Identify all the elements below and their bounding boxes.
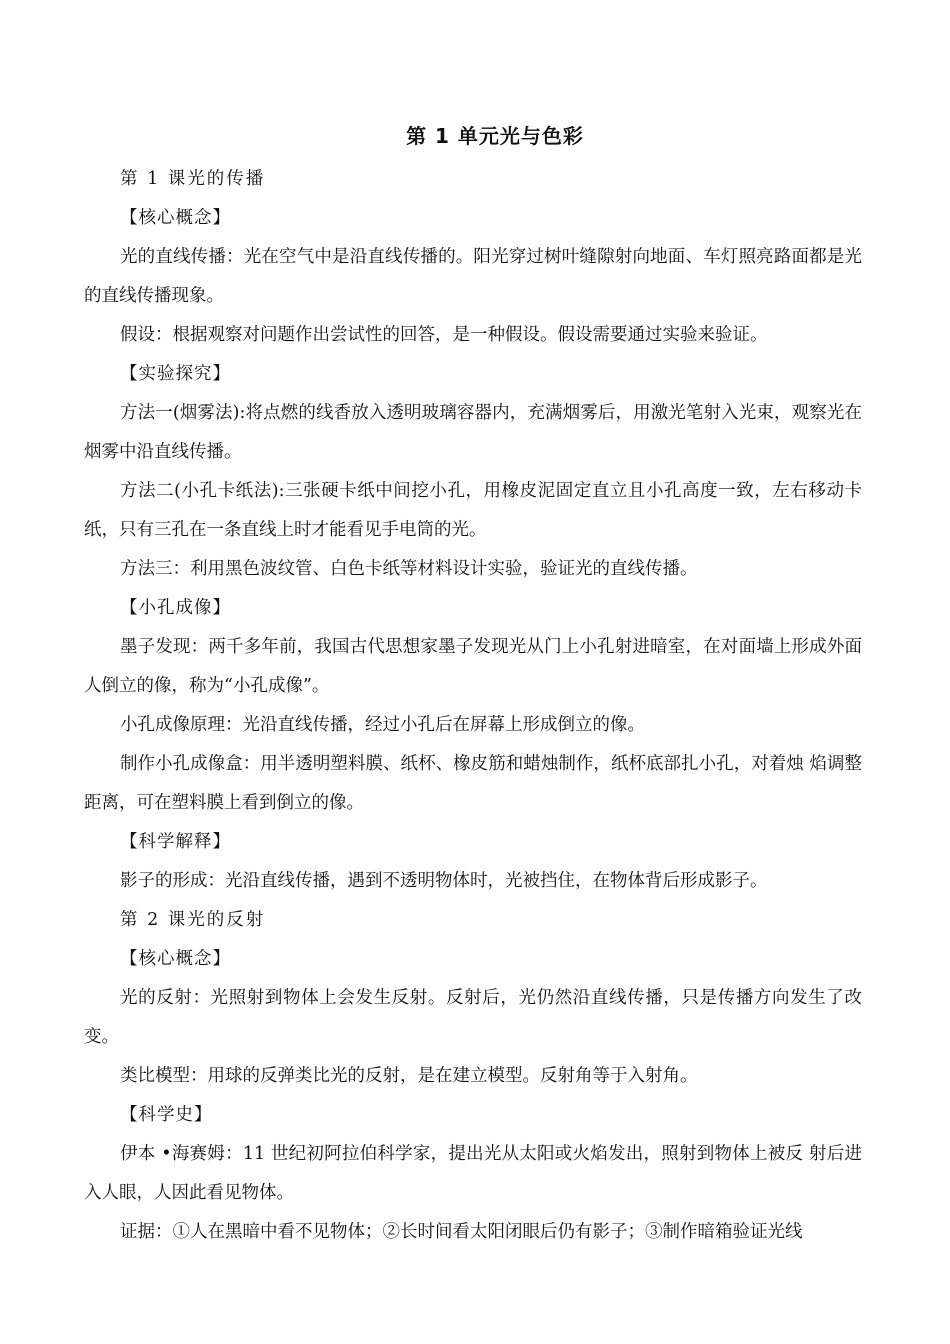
paragraph: 制作小孔成像盒：用半透明塑料膜、纸杯、橡皮筋和蜡烛制作，纸杯底部扎小孔，对着烛 焰调整距离，可在塑料膜上看到倒立的像。 [84,754,862,813]
paragraph: 类比模型：用球的反弹类比光的反射，是在建立模型。反射角等于入射角。 [120,1066,698,1086]
section-heading: 【科学解释】 [120,832,231,852]
page-title: 第 1 单元光与色彩 [406,124,584,148]
paragraph: 方法三：利用黑色波纹管、白色卡纸等材料设计实验，验证光的直线传播。 [120,559,698,579]
paragraph: 小孔成像原理：光沿直线传播，经过小孔后在屏幕上形成倒立的像。 [120,715,645,735]
section-heading: 【核心概念】 [120,208,231,228]
paragraph: 影子的形成：光沿直线传播，遇到不透明物体时，光被挡住，在物体背后形成影子。 [120,871,768,891]
paragraph: 墨子发现：两千多年前，我国古代思想家墨子发现光从门上小孔射进暗室，在对面墙上形成外面人倒立的像，称为“小孔成像”。 [84,637,862,696]
paragraph: 伊本 •海赛姆：11 世纪初阿拉伯科学家，提出光从太阳或火焰发出，照射到物体上被反 射后进入人眼，人因此看见物体。 [84,1144,862,1203]
section-heading: 【核心概念】 [120,949,231,969]
lesson-title: 第 2 课光的反射 [120,910,266,930]
section-heading: 【实验探究】 [120,364,231,384]
paragraph: 证据：①人在黑暗中看不见物体；②长时间看太阳闭眼后仍有影子；③制作暗箱验证光线 [120,1222,803,1242]
paragraph: 方法一(烟雾法):将点燃的线香放入透明玻璃容器内，充满烟雾后，用激光笔射入光束，观察光在烟雾中沿直线传播。 [84,403,862,462]
section-heading: 【小孔成像】 [120,598,231,618]
paragraph: 光的反射：光照射到物体上会发生反射。反射后，光仍然沿直线传播，只是传播方向发生了改变。 [84,988,862,1047]
paragraph: 光的直线传播：光在空气中是沿直线传播的。阳光穿过树叶缝隙射向地面、车灯照亮路面都是光的直线传播现象。 [84,247,862,306]
section-heading: 【科学史】 [120,1105,213,1125]
paragraph: 方法二(小孔卡纸法):三张硬卡纸中间挖小孔，用橡皮泥固定直立且小孔高度一致，左右移动卡纸，只有三孔在一条直线上时才能看见手电筒的光。 [84,481,862,540]
lesson-title: 第 1 课光的传播 [120,169,266,189]
document-body [84,160,862,1252]
paragraph: 假设：根据观察对问题作出尝试性的回答，是一种假设。假设需要通过实验来验证。 [120,325,768,345]
